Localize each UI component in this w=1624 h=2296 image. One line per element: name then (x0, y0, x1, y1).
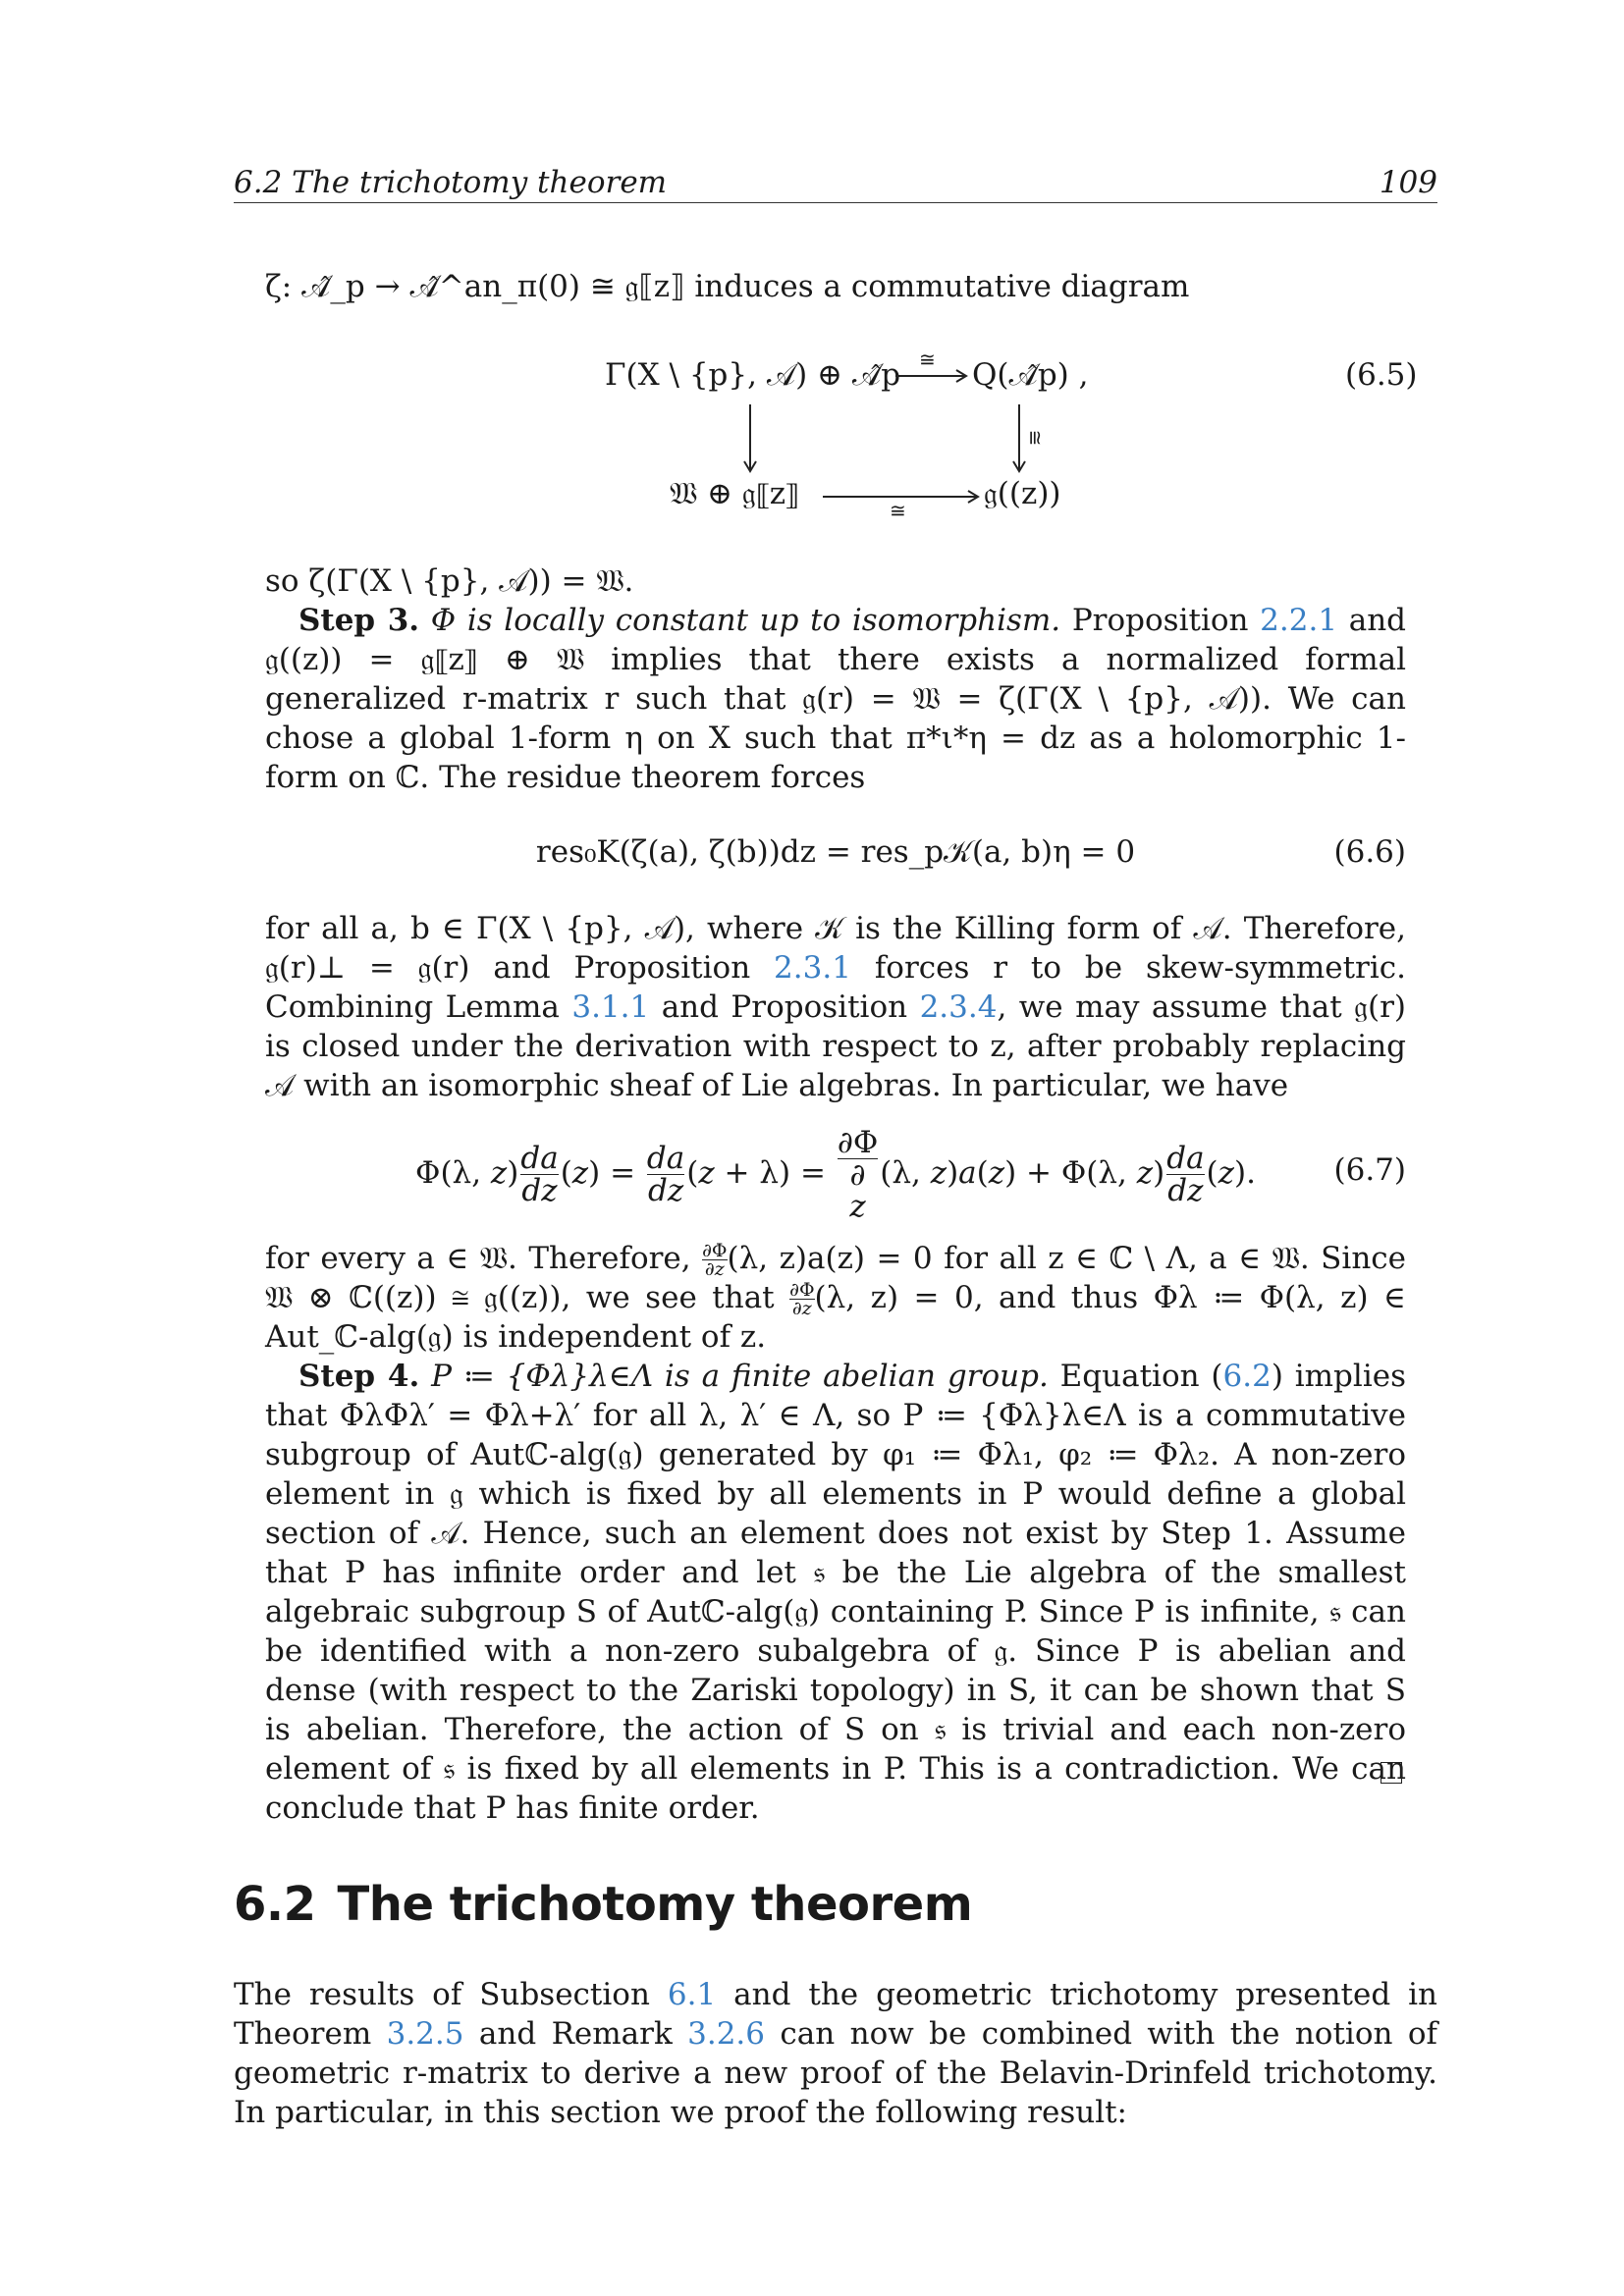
header-title: 6.2 The trichotomy theorem (234, 165, 668, 200)
after-diagram-line: so ζ(Γ(X \ {p}, 𝒜)) = 𝔚. (265, 563, 634, 599)
step3-block (265, 561, 1406, 797)
diagram-arrows (0, 0, 1624, 589)
closing-paragraph (234, 1975, 1437, 2132)
ref-subsection-6-1[interactable]: 6.1 (667, 1977, 717, 2012)
intro-line-text: ζ: 𝒜̂_p → 𝒜̂^an_π(0) ≅ 𝔤⟦z⟧ induces a commutative diagram (265, 269, 1190, 304)
step4-paragraph (265, 1357, 1406, 1828)
section-title: The trichotomy theorem (337, 1877, 973, 1932)
diagram-top-left: Γ(X \ {p}, 𝒜) ⊕ 𝒜̂p (605, 357, 901, 393)
closing-paragraph-text (234, 1975, 1437, 2132)
step3-label: Step 3. (298, 603, 420, 638)
para2-text-c: and Proposition (661, 989, 908, 1025)
diagram-iso-top: ≅ (919, 347, 936, 371)
ref-lemma-3-1-1[interactable]: 3.1.1 (571, 989, 650, 1025)
step3-text-b: and 𝔤((z)) = 𝔤⟦z⟧ ⊕ 𝔚 implies that there exists a normalized formal generalized r-matrix r such that 𝔤(r) = 𝔚 = ζ(Γ(X \ {p}, 𝒜)). We can chose a global 1-form η on X such that π*ι*η = dz as a holomorphic 1-form on ℂ. The residue theorem forces (265, 603, 1407, 795)
ref-equation-6-2[interactable]: 6.2 (1222, 1359, 1272, 1394)
closing-text-c: and Remark (478, 2016, 673, 2052)
step3-paragraph (265, 601, 1406, 797)
section-number: 6.2 (234, 1877, 316, 1932)
para-derivative (265, 1239, 1406, 1357)
ref-proposition-2-2-1[interactable]: 2.2.1 (1260, 603, 1338, 638)
para-derivative-text (265, 1239, 1406, 1357)
para3-text-b: (λ, z)a(z) = 0 for all z ∈ ℂ \ Λ, a ∈ 𝔚. Since 𝔚 ⊗ ℂ((z)) ≅ 𝔤((z)), we see that (265, 1241, 1406, 1315)
equation-6-6-content: res₀K(ζ(a), ζ(b))dz = res_p𝒦(a, b)η = 0 (535, 834, 1136, 870)
para-killing-form (265, 909, 1406, 1105)
para3-text-a: for every a ∈ 𝔚. Therefore, (265, 1241, 691, 1276)
equation-number-6-6: (6.6) (1333, 834, 1406, 870)
diagram-top-right: Q(𝒜̂p) , (972, 357, 1089, 393)
para2-text-a: for all a, b ∈ Γ(X \ {p}, 𝒜), where 𝒦 is the Killing form of 𝒜. Therefore, 𝔤(r)⊥ = 𝔤(r) and Proposition (265, 911, 1406, 986)
diagram-bottom-left: 𝔚 ⊕ 𝔤⟦z⟧ (670, 476, 800, 511)
closing-text-d: can now be combined with the notion of geometric r-matrix to derive a new proof of the Belavin-Drinfeld trichotomy. In particular, in this section we proof the following result: (234, 2016, 1437, 2130)
equation-6-7-content: Φ(λ, z) $\frac{da}{dz}$ (z) = $\frac{da}{dz}$ (z + λ) = ∂Φ ∂ z (λ, z)a(z) + Φ(λ, z) $\frac{da}{dz}$ (z). (415, 1125, 1256, 1224)
ref-proposition-2-3-4[interactable]: 2.3.4 (919, 989, 998, 1025)
step3-text-a: Proposition (1071, 603, 1249, 638)
equation-6-6 (234, 834, 1437, 871)
step4-label: Step 4. (298, 1359, 420, 1394)
para2-text-b: forces r to be skew-symmetric. Combining Lemma (265, 950, 1406, 1025)
equation-6-7 (234, 1125, 1437, 1224)
qed-symbol (1380, 1762, 1402, 1784)
partial-fraction-1: $\frac{\partial\Phi}{\partial z}$ (702, 1240, 728, 1280)
equation-number-6-5: (6.5) (1345, 357, 1418, 393)
section-heading (234, 1877, 972, 1932)
para-killing-form-text (265, 909, 1406, 1105)
ref-theorem-3-2-5[interactable]: 3.2.5 (386, 2016, 464, 2052)
page-number: 109 (1379, 165, 1437, 200)
diagram-bottom-right: 𝔤((z)) (984, 476, 1061, 511)
step4-block (265, 1357, 1406, 1828)
closing-text-b: and the geometric trichotomy presented in Theorem (234, 1977, 1438, 2052)
step4-text-a: Equation ( (1059, 1359, 1223, 1394)
diagram-iso-right: ≅ (1023, 429, 1048, 447)
ref-proposition-2-3-1[interactable]: 2.3.1 (774, 950, 851, 986)
closing-text-a: The results of Subsection (234, 1977, 650, 2012)
para2-text-d: , we may assume that 𝔤(r) is closed under the derivation with respect to z, after probably replacing 𝒜 with an isomorphic sheaf of Lie algebras. In particular, we have (265, 989, 1406, 1103)
partial-fraction-2: $\frac{\partial\Phi}{\partial z}$ (789, 1279, 815, 1319)
step3-title: Φ is locally constant up to isomorphism. (430, 603, 1061, 638)
step4-text-b: ) implies that ΦλΦλ′ = Φλ+λ′ for all λ, λ′ ∈ Λ, so P ≔ {Φλ}λ∈Λ is a commutative subgroup of Autℂ-alg(𝔤) generated by φ₁ ≔ Φλ₁, φ₂ ≔ Φλ₂. A non-zero element in 𝔤 which is fixed by all elements in P would define a global section of 𝒜. Hence, such an element does not exist by Step 1. Assume that P has infinite order and let 𝔰 be the Lie algebra of the smallest algebraic subgroup S of Autℂ-alg(𝔤) containing P. Since P is infinite, 𝔰 can be identified with a non-zero subalgebra of 𝔤. Since P is abelian and dense (with respect to the Zariski topology) in S, it can be shown that S is abelian. Therefore, the action of S on 𝔰 is trivial and each non-zero element of 𝔰 is fixed by all elements in P. This is a contradiction. We can conclude that P has finite order. (265, 1359, 1406, 1826)
diagram-iso-bottom: ≅ (890, 499, 906, 522)
ref-remark-3-2-6[interactable]: 3.2.6 (687, 2016, 766, 2052)
equation-number-6-7: (6.7) (1333, 1152, 1406, 1188)
para3-text-c: (λ, z) = 0, and thus Φλ ≔ Φ(λ, z) ∈ Aut_ℂ-alg(𝔤) is independent of z. (265, 1280, 1406, 1355)
step4-title: P ≔ {Φλ}λ∈Λ is a finite abelian group. (431, 1359, 1049, 1394)
